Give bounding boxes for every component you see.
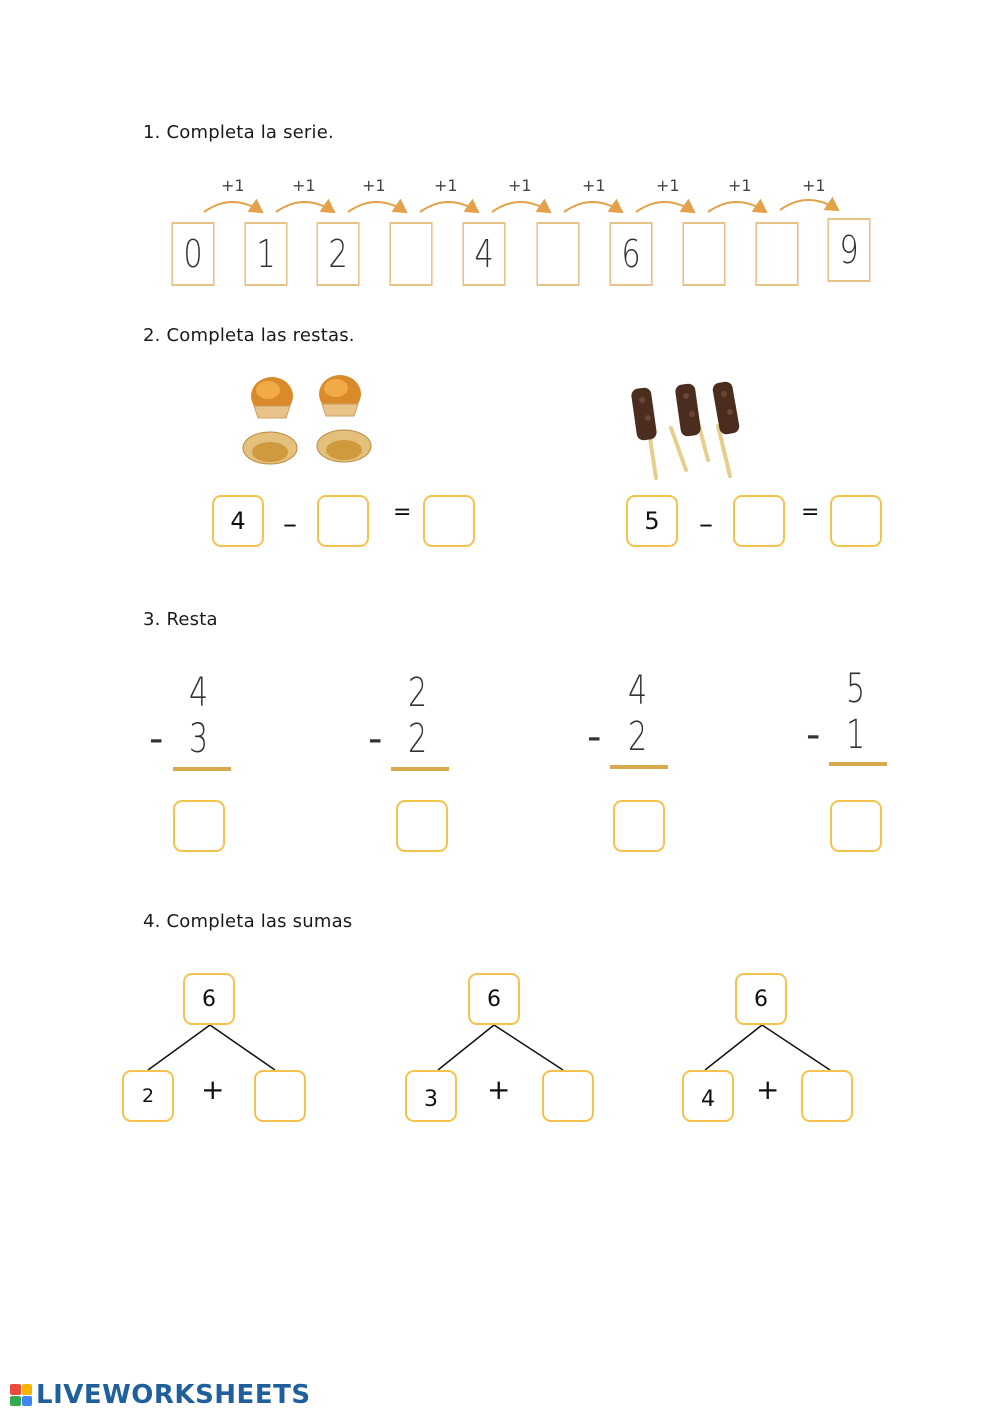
exercise-4-heading: 4. Completa las sumas [143, 911, 353, 932]
subtraction-start-box: 4 [212, 495, 264, 547]
subtrahend: 3 [189, 716, 209, 762]
series-box-given: 1 [244, 222, 287, 286]
equals-sign: = [801, 500, 820, 525]
plus-sign: + [201, 1073, 225, 1106]
tree-right-addend-answer-box[interactable] [254, 1070, 306, 1122]
tree-left-addend-box: 2 [122, 1070, 174, 1122]
minus-sign: – [699, 507, 713, 540]
subtraction-start-box: 5 [626, 495, 678, 547]
tree-total-box: 6 [468, 973, 520, 1025]
minus-sign: - [587, 714, 602, 760]
tree-total-box: 6 [735, 973, 787, 1025]
minus-sign: - [149, 716, 164, 762]
minuend: 4 [189, 670, 209, 716]
plus-sign: + [756, 1073, 780, 1106]
series-box-given: 0 [171, 222, 214, 286]
step-label: +1 [434, 176, 458, 195]
logo-text: LIVEWORKSHEETS [36, 1380, 311, 1410]
step-label: +1 [508, 176, 532, 195]
tree-total-box: 6 [183, 973, 235, 1025]
tree-left-addend-box: 3 [405, 1070, 457, 1122]
step-label: +1 [582, 176, 606, 195]
series-box-given: 9 [827, 218, 870, 282]
logo-icon [10, 1384, 32, 1406]
liveworksheets-logo[interactable] [10, 1381, 311, 1409]
series-box-given: 6 [609, 222, 652, 286]
tree-right-addend-answer-box[interactable] [542, 1070, 594, 1122]
subtrahend: 2 [408, 716, 428, 762]
equals-sign: = [393, 500, 412, 525]
subtrahend: 2 [628, 714, 648, 760]
minuend: 2 [408, 670, 428, 716]
tree-right-addend-answer-box[interactable] [801, 1070, 853, 1122]
step-label: +1 [656, 176, 680, 195]
subtrahend: 1 [846, 712, 866, 758]
minus-sign: – [283, 507, 297, 540]
step-label: +1 [221, 176, 245, 195]
step-label: +1 [292, 176, 316, 195]
minuend: 4 [628, 668, 648, 714]
plus-sign: + [487, 1073, 511, 1106]
exercise-3-heading: 3. Resta [143, 609, 218, 630]
series-box-given: 2 [316, 222, 359, 286]
minuend: 5 [846, 666, 866, 712]
exercise-2-heading: 2. Completa las restas. [143, 325, 355, 346]
series-box-given: 4 [462, 222, 505, 286]
step-label: +1 [728, 176, 752, 195]
tree-left-addend-box: 4 [682, 1070, 734, 1122]
step-label: +1 [802, 176, 826, 195]
step-label: +1 [362, 176, 386, 195]
exercise-1-heading: 1. Completa la serie. [143, 122, 334, 143]
minus-sign: - [368, 716, 383, 762]
minus-sign: - [806, 712, 821, 758]
